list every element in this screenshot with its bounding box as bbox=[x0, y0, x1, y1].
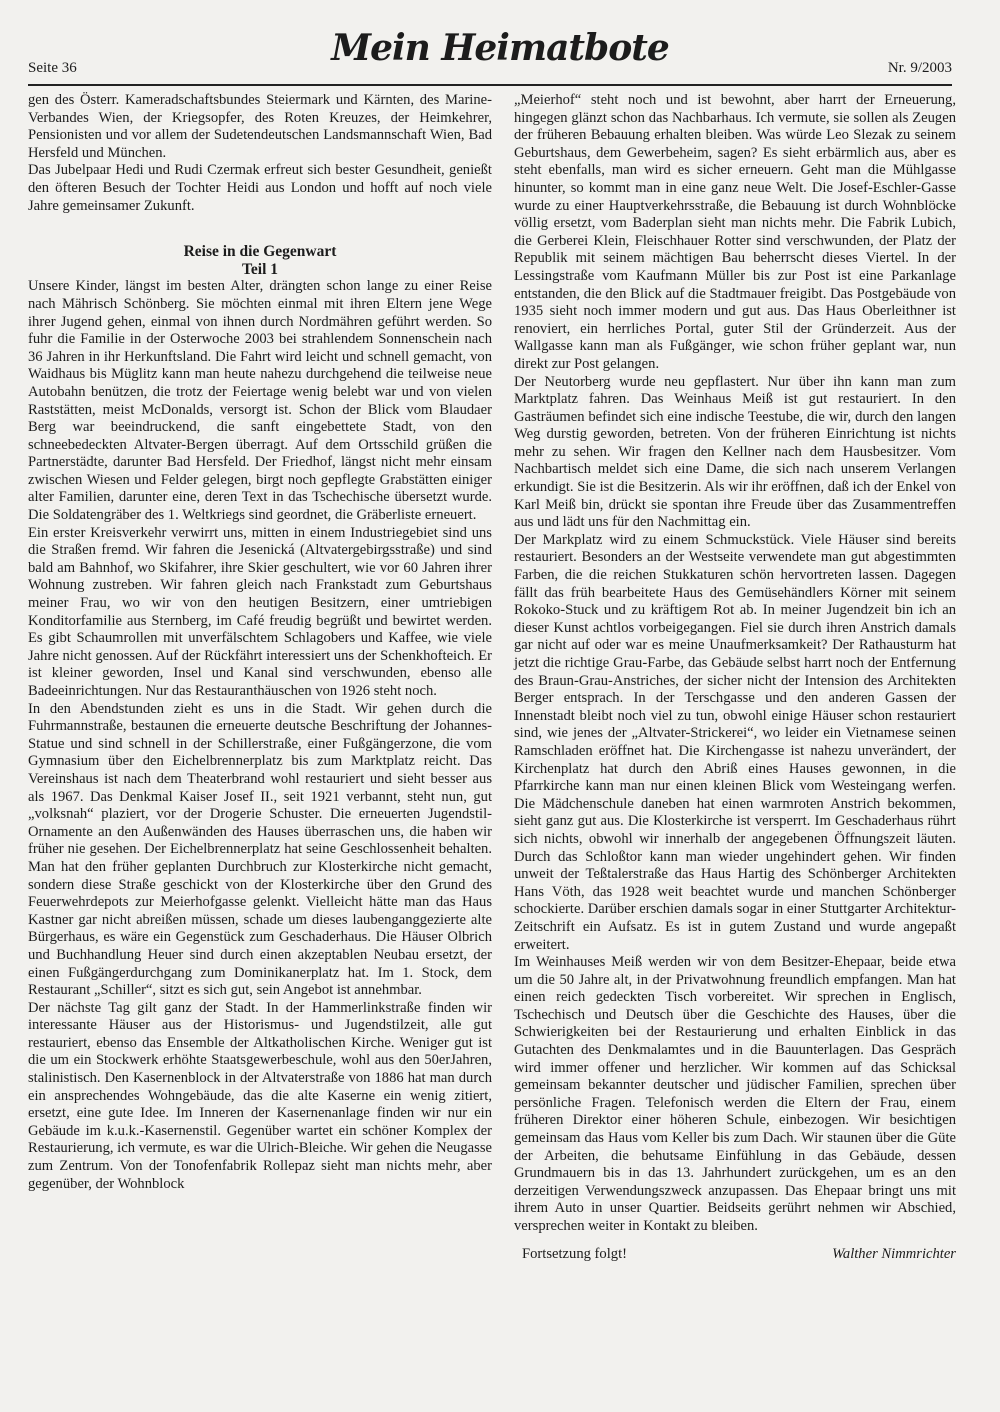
article-paragraph: „Meierhof“ steht noch und ist bewohnt, aber harrt der Erneuerung, hingegen glänzt schon das Nachbarhaus. Ich vermute, sie sollen als Zeugen der früheren Bebauung erhalten bleiben. Was würde Leo Slezak zu seinem Geburtshaus, dem Gewerbeheim, sagen? Es sieht erbärmlich aus, aber es steht ebenfalls, man wird es sicher erneuern. Geht man die Mühlgasse hinunter, so kommt man in eine ganz neue Welt. Die Josef-Eschler-Gasse wurde zu einer Hauptverkehrsstraße, die Bebauung ist durch Wohnblöcke völlig ersetzt, vom Baderplan sieht man nichts mehr. Die Fabrik Lubich, die Gerberei Klein, Fleischhauer Rotter sind verschwunden, der Platz der Republik mit seinem mächtigen Bau beherrscht dieses Viertel. In der Lessingstraße vom Kaufmann Müller bis zur Post ist eine Parkanlage entstanden, die den Blick auf die Stadtmauer freigibt. Das Postgebäude von 1935 sieht noch immer modern und gut aus. Das Haus Oberleithner ist renoviert, ein herrliches Portal, guter Stil der Gründerzeit. Aus der Wallgasse kann man als Fußgänger, wie schon früher geplant war, nun direkt zur Post gelangen. bbox=[514, 92, 956, 372]
article-title: Reise in die Gegenwart bbox=[183, 243, 337, 261]
article-footer bbox=[514, 1246, 956, 1264]
article-paragraph: Ein erster Kreisverkehr verwirrt uns, mitten in einem Industriegebiet sind uns die Straßen fremd. Wir fahren die Jesenická (Altvatergebirgsstraße) und sind bald am Bahnhof, wo Skifahrer, ihre Skier geschultert, wie vor 60 Jahren ihrer Wohnung zustreben. Wir fahren gleich nach Frankstadt zum Geburtshaus meiner Frau, wo wir von den heutigen Besitzern, einer umtriebigen Konditorfamilie aus Sternberg, im Café freudig begrüßt und bewirtet werden. Es gibt Schaumrollen mit unverfälschtem Schlagobers und Kaffee, wie viele Jahre nicht genossen. Auf der Rückfährt interessiert uns der Schenkhofteich. Er ist kleiner geworden, Insel und Kanal sind verschwunden, ebenso alle Badeeinrichtungen. Nur das Restauranthäuschen von 1926 steht noch. bbox=[28, 524, 492, 699]
header-rule bbox=[28, 84, 952, 86]
article-paragraph: Der nächste Tag gilt ganz der Stadt. In der Hammerlinkstraße finden wir interessante Häuser aus der Historismus- und Jugendstilzeit, alle gut restauriert, ebenso das Ensemble der Altkatholischen Kirche. Weniger gut ist die um ein Stockwerk erhöhte Staatsgewerbeschule, wohl aus den 50erJahren, stalinistisch. Den Kasernenblock in der Altvaterstraße von 1886 hat man durch ein ansprechendes Wohngebäude, das die alte Kaserne ein wenig zitiert, ersetzt, eine gute Idee. Im Inneren der Kasernenanlage finden wir nur ein Gebäude im k.u.k.-Kasernenstil. Gegenüber wartet ein schöner Komplex der Restaurierung, ich vermute, es war die Ulrich-Bleiche. Wir gehen die Neugasse zum Zentrum. Von der Tonofenfabrik Rollepaz sieht man nichts mehr, aber gegenüber, der Wohnblock bbox=[28, 999, 492, 1192]
page-number: Seite 36 bbox=[28, 60, 77, 76]
right-column bbox=[514, 92, 956, 1263]
continuation-note: Fortsetzung folgt! bbox=[522, 1245, 627, 1262]
article-paragraph: Im Weinhauses Meiß werden wir von dem Besitzer-Ehepaar, beide etwa um die 50 Jahre alt, in der Privatwohnung freundlich empfangen. Man hat einen reich gedeckten Tisch vorbereitet. Wir sprechen in Englisch, Tschechisch und Deutsch über die Geschichte des Hauses, über die Schwierigkeiten bei der Restaurierung und erhalten Einblick in das Gutachten des Denkmalamtes und in die Bauunterlagen. Das Gespräch wird immer offener und herzlicher. Wir kommen auf das Schicksal gemeinsam bekannter deutscher und jüdischer Familien, sprechen über persönliche Fragen. Telefonisch werden die Eltern der Frau, einem früheren Direktor einer höheren Schule, einbezogen. Wir besichtigen gemeinsam das Haus vom Keller bis zum Dach. Wir staunen über die Güte der Arbeiten, die behutsame Einfühlung in das Gebäude, dessen Grundmauern bis in das 13. Jahrhundert zurückgehen, um es an den derzeitigen Verwendungszweck anzupassen. Das Ehepaar bringt uns mit ihrem Auto in unser Quartier. Beidseits gerührt nehmen wir Abschied, versprechen weiter in Kontakt zu bleiben. bbox=[514, 954, 956, 1234]
left-column bbox=[28, 92, 492, 1193]
article-paragraph: Unsere Kinder, längst im besten Alter, drängten schon lange zu einer Reise nach Mährisch Schönberg. Sie möchten einmal mit ihren Eltern jene Wege ihrer Jugend gehen, einmal von ihnen durch Nordmähren geführt werden. So fuhr die Familie in der Osterwoche 2003 bei strahlendem Sonnenschein nach 36 Jahren in ihr Herkunftsland. Die Fahrt wird leicht und schnell gemacht, von Waidhaus bis Müglitz kann man heute nahezu durchgehend die teilweise neue Autobahn benützen, die trotz der Feiertage wenig belebt war und von vielen Raststätten, meist McDonalds, versorgt ist. Schon der Blick vom Blaudaer Berg war beeindruckend, die sanft eingebettete Stadt, von den schneebedeckten Altvater-Bergen überragt. Auf dem Ortsschild grüßen die Partnerstädte, darunter Bad Hersfeld. Der Friedhof, längst nicht mehr einsam zwischen Wiesen und Felder gelegen, birgt noch gepflegte Grabstätten einiger alter Familien, darunter eine, deren Text in das Tschechische übersetzt wurde. Die Soldatengräber des 1. Weltkriegs sind geordnet, die Gräberliste erneuert. bbox=[28, 278, 492, 524]
article-paragraph: Der Neutorberg wurde neu gepflastert. Nur über ihn kann man zum Marktplatz fahren. Das Weinhaus Meiß ist gut restauriert. In den Gasträumen befindet sich eine indische Teestube, die wir, durch den langen Weg durstig geworden, betreten. Von der früheren Einrichtung ist nichts mehr zu sehen. Wir fragen den Kellner nach dem Hausbesitzer. Vom Nachbartisch meldet sich eine Dame, die sich nach unserem Verlangen erkundigt. Sie ist die Besitzerin. Als wir ihr eröffnen, daß ich der Enkel von Karl Meiß bin, drückt sie spontan ihre Freude über das Zusammentreffen aus und lädt uns für den Nachmittag ein. bbox=[514, 373, 956, 531]
issue-number: Nr. 9/2003 bbox=[887, 60, 952, 76]
masthead-logo: Mein Heimatbote bbox=[331, 27, 669, 69]
article-paragraph: Der Markplatz wird zu einem Schmuckstück. Viele Häuser sind bereits restauriert. Besonders an der Westseite verwendete man gut abgestimmten Farben, die die reichen Stukkaturen schön hervortreten lassen. Dagegen fällt das früh bearbeitete Haus des Gemüsehändlers Körner mit seinem Rokoko-Stuck und zu kräftigem Rot ab. In meiner Jugendzeit bin ich an dieser Kunst achtlos vorbeigegangen. Fiel sie durch ihren Anstrich damals gar nicht auf oder war es meine Unaufmerksamkeit? Der Rathausturm hat jetzt die richtige Grau-Farbe, das Gebäude selbst harrt noch der Entfernung des Braun-Grau-Anstriches, der sicher nicht der Intension des Architekten Berger entsprach. In der Terschgasse und den anderen Gassen der Innenstadt bleibt noch viel zu tun, obwohl einige Häuser schon restauriert sind, wie jenes der „Altvater-Strickerei“, wo leider ein Vietnamese seinen Ramschladen eröffnet hat. Die Kirchengasse ist nahezu unverändert, der Kirchenplatz hat durch den Abriß eines Hauses gewonnen, in die Pfarrkirche kann man nur einen kleinen Blick vom Westeingang werfen. Die Mädchenschule daneben hat einen warmroten Anstrich bekommen, sieht ganz gut aus. Die Klosterkirche ist versperrt. Im Geschaderhaus rührt sich nichts, obwohl wir innerhalb der angegebenen Öffnungszeit läuten. Durch das Schloßtor kann man wieder ungehindert gehen. Wir finden unweit der Teßtalerstraße das Haus Hartig des Schönberger Architekten Hans Vöth, das 1928 weit beachtet wurde und manchen Schönberger schockierte. Darüber erschien damals sogar in einer Stuttgarter Architektur-Zeitschrift ein Aufsatz. Es ist in gutem Zustand und wurde angepaßt erweitert. bbox=[514, 531, 956, 953]
intro-paragraph: gen des Österr. Kameradschaftsbundes Steiermark und Kärnten, des Marine-Verbandes Wien, der Kriegsopfer, des Roten Kreuzes, der Heimkehrer, Pensionisten und vor allem der Sudetendeutschen Landsmannschaft Wien, Bad Hersfeld und München. bbox=[28, 92, 492, 161]
intro-paragraph: Das Jubelpaar Hedi und Rudi Czermak erfreut sich bester Gesundheit, genießt den öfteren Besuch der Tochter Heidi aus London und hofft auf noch viele Jahre gemeinsamer Zukunft. bbox=[28, 162, 492, 214]
article-paragraph: In den Abendstunden zieht es uns in die Stadt. Wir gehen durch die Fuhrmannstraße, bestaunen die erneuerte deutsche Beschriftung der Johannes-Statue und sind schnell in der Schillerstraße, einer Fußgängerzone, die vom Gymnasium über den Eichelbrennerplatz bis zum Marktplatz reicht. Das Vereinshaus ist nach dem Theaterbrand wohl restauriert und sieht besser aus als 1967. Das Denkmal Kaiser Josef II., seit 1921 verbannt, steht nun, gut „volksnah“ plaziert, vor der Drogerie Schuster. Die erneuerten Jugendstil-Ornamente an den Außenwänden des Hauses überraschen uns, die haben wir früher nie gesehen. Der Eichelbrennerplatz hat seine Geschlossenheit behalten. Man hat den früher geplanten Durchbruch zur Klosterkirche nicht gemacht, sondern diese Straße geschickt von der Klosterkirche über den Grund des Feuerwehrdepots zur Meierhofgasse gelenkt. Vielleicht hätte man das Haus Kastner gar nicht abreißen müssen, schade um dieses laubenganggezierte alte Bürgerhaus, es wäre ein Gegenstück zum Geschaderhaus. Die Häuser Olbrich und Buchhandlung Heuer sind durch einen akzeptablen Neubau ersetzt, der einen Fußgängerdurchgang zum Dominikanerplatz hat. Im 1. Stock, dem Restaurant „Schiller“, sitzt es sich gut, sein Angebot ist annehmbar. bbox=[28, 700, 492, 999]
author-signature: Walther Nimmrichter bbox=[832, 1245, 956, 1262]
article-part: Teil 1 bbox=[241, 260, 279, 278]
